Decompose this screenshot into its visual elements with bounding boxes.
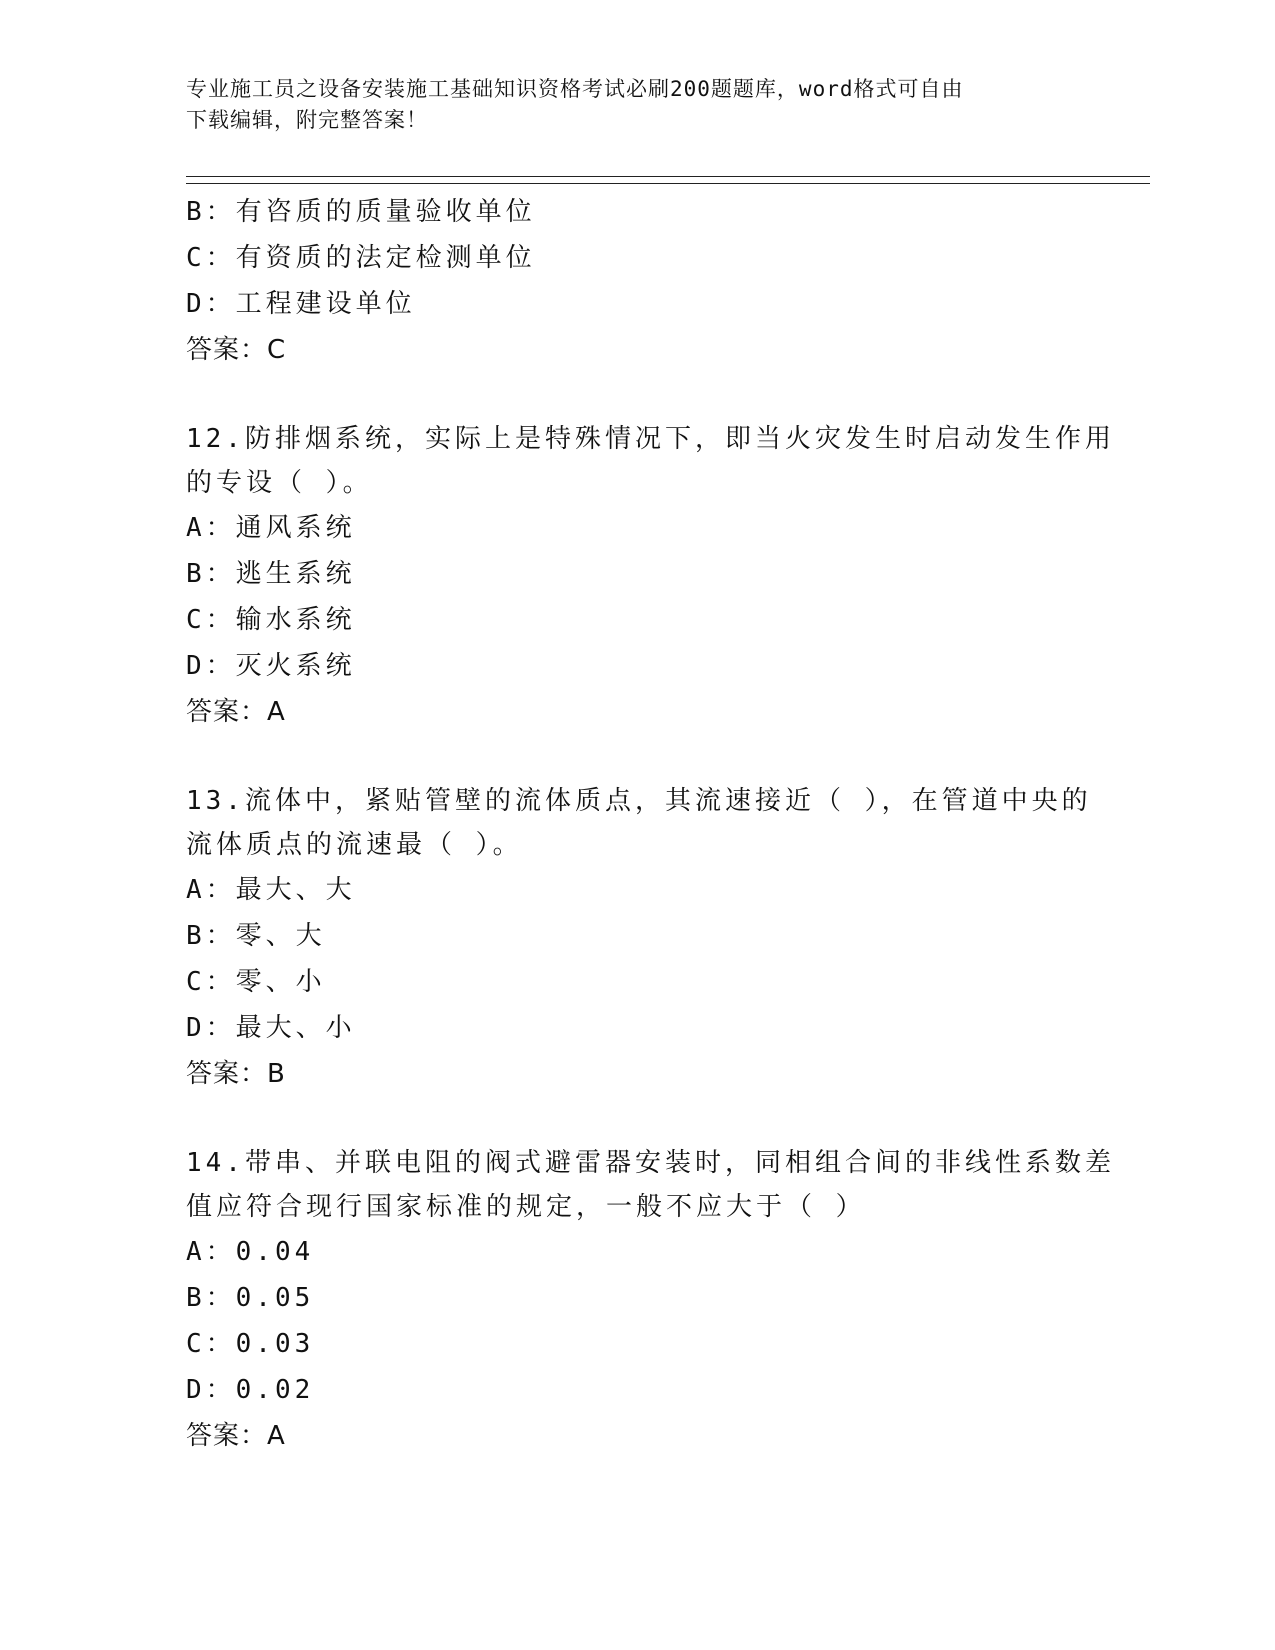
question-text-line-1: 14.带串、并联电阻的阀式避雷器安装时，同相组合间的非线性系数差 [186, 1148, 1115, 1178]
header-title-line-1: 专业施工员之设备安装施工基础知识资格考试必刷200题题库，word格式可自由 [186, 77, 964, 101]
option-a: A：通风系统 [186, 513, 356, 543]
option-d: D：工程建设单位 [186, 289, 416, 319]
option-b: B：逃生系统 [186, 559, 356, 589]
option-c: C：0.03 [186, 1329, 315, 1359]
page-header [186, 74, 1066, 136]
question-text-line-1: 13.流体中，紧贴管壁的流体质点，其流速接近（ ），在管道中央的 [186, 786, 1092, 816]
header-title-line-2: 下载编辑，附完整答案！ [186, 108, 428, 132]
option-d: D：0.02 [186, 1375, 315, 1405]
answer: 答案：B [186, 1059, 286, 1089]
question-text-line-1: 12.防排烟系统，实际上是特殊情况下，即当火灾发生时启动发生作用 [186, 424, 1115, 454]
header-divider [186, 176, 1150, 184]
question-block-11 [186, 189, 1086, 373]
option-d: D：灭火系统 [186, 651, 356, 681]
answer: 答案：C [186, 335, 287, 365]
option-a: A：0.04 [186, 1237, 315, 1267]
option-c: C：有资质的法定检测单位 [186, 243, 536, 273]
answer: 答案：A [186, 697, 286, 727]
question-text-line-2: 值应符合现行国家标准的规定，一般不应大于（ ） [186, 1192, 866, 1222]
question-block-14 [186, 1141, 1115, 1459]
option-d: D：最大、小 [186, 1013, 356, 1043]
question-block-12 [186, 417, 1115, 735]
option-c: C：零、小 [186, 967, 326, 997]
question-text-line-2: 的专设（ ）。 [186, 468, 373, 498]
question-block-13 [186, 779, 1092, 1097]
question-text-line-2: 流体质点的流速最（ ）。 [186, 830, 523, 860]
option-a: A：最大、大 [186, 875, 356, 905]
answer: 答案：A [186, 1421, 286, 1451]
option-b: B：0.05 [186, 1283, 315, 1313]
option-c: C：输水系统 [186, 605, 356, 635]
option-b: B：有咨质的质量验收单位 [186, 197, 536, 227]
document-body [186, 189, 1115, 1459]
option-b: B：零、大 [186, 921, 326, 951]
